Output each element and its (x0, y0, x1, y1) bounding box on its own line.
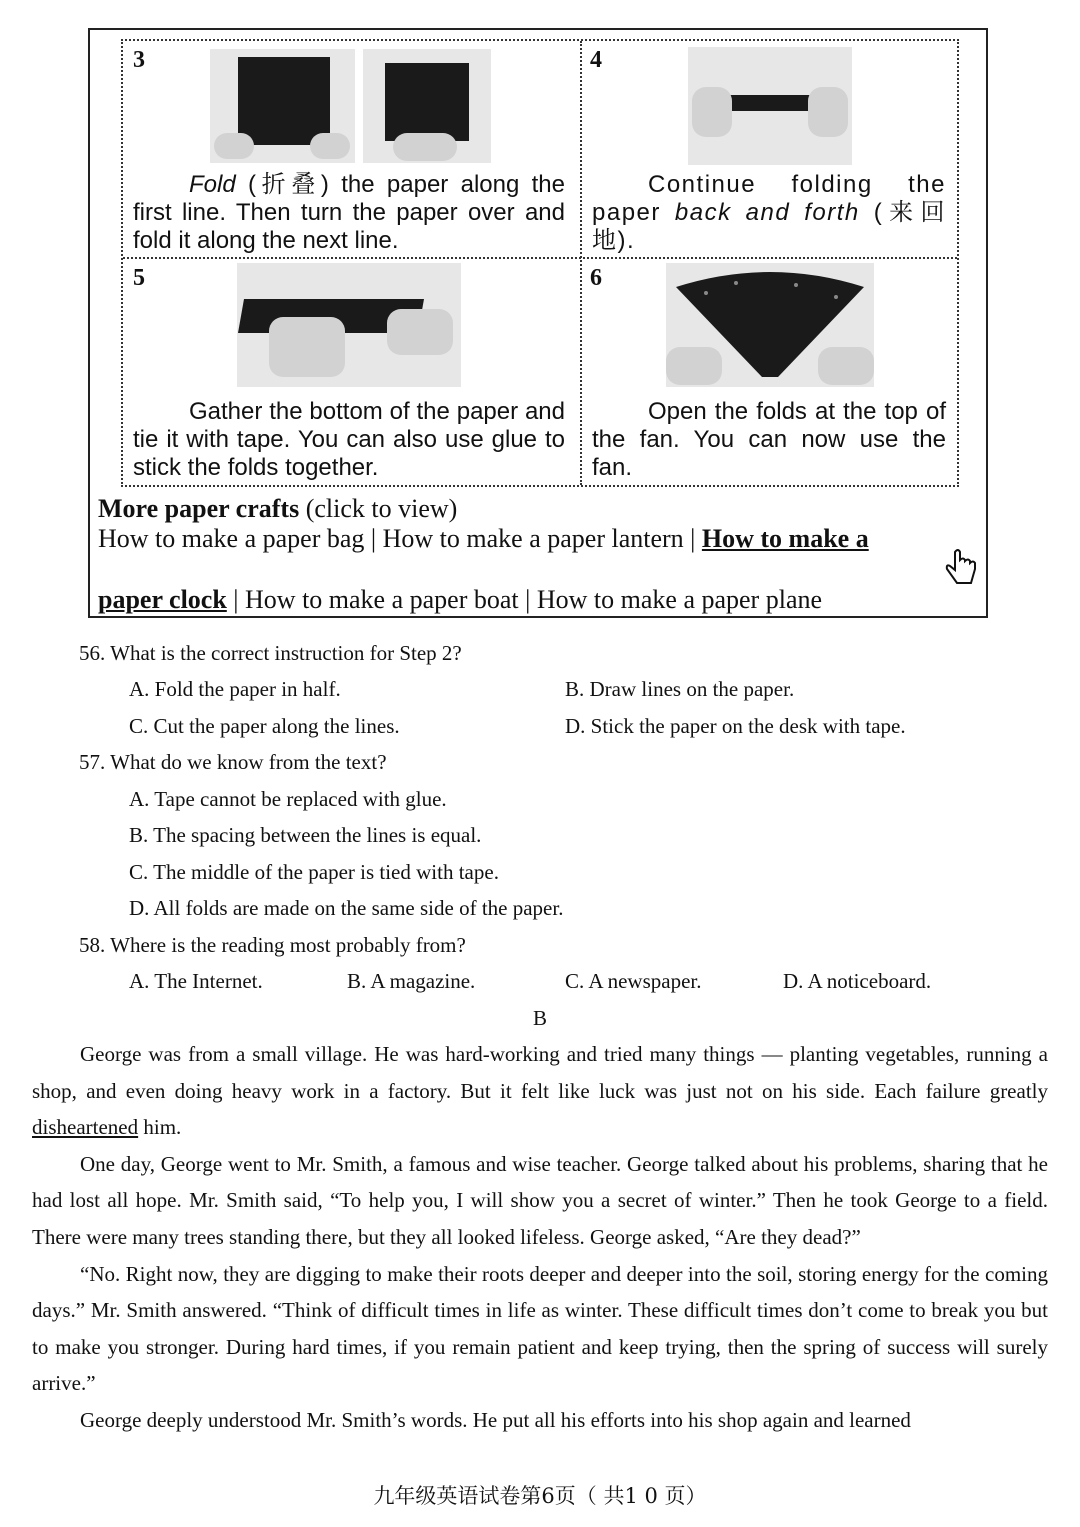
step-3-photo-right (363, 49, 491, 163)
step-4-photo (688, 47, 852, 165)
option: A. Tape cannot be replaced with glue. (129, 787, 447, 811)
step-5-photo (237, 263, 461, 387)
paragraph: “No. Right now, they are digging to make their roots deeper and deeper into the soil, storing energy for the coming days.” Mr. Smith answered. “Think of difficult times in life as winter. These difficult times don’t come to break you but to make you stronger. During hard times, if you remain patient and keep trying, then the spring of success will surely arrive.” (32, 1261, 1048, 1396)
step-4 (580, 41, 961, 257)
instruction-box (88, 28, 988, 618)
option: C. The middle of the paper is tied with tape. (129, 860, 499, 884)
paragraph: George deeply understood Mr. Smith’s words. He put all his efforts into his shop again and learned (80, 1407, 911, 1432)
step-6-photo (666, 263, 874, 387)
link-paper-lantern[interactable]: How to make a paper lantern (382, 524, 684, 553)
step-6-text: Open the folds at the top of the fan. You can now use the fan. (592, 398, 946, 481)
more-crafts-links-line2: paper clock | How to make a paper boat | How to make a paper plane (98, 585, 823, 614)
link-paper-boat[interactable]: How to make a paper boat (245, 585, 519, 614)
step-number: 4 (590, 47, 602, 73)
step-3 (123, 41, 580, 257)
link-paper-plane[interactable]: How to make a paper plane (536, 585, 823, 614)
paragraph: George was from a small village. He was hard-working and tried many things — planting vegetables, running a shop, and even doing heavy work in a factory. But it felt like luck was just not on his side. Each failure greatly disheartened him. (32, 1042, 1048, 1140)
more-crafts-title: More paper crafts (click to view) (98, 494, 458, 523)
option: A. The Internet. (129, 969, 263, 993)
passage-b (32, 1036, 1048, 1439)
option: D. A noticeboard. (783, 969, 932, 993)
more-crafts-links-line1: How to make a paper bag | How to make a paper lantern | How to make a (98, 524, 869, 553)
option: B. Draw lines on the paper. (565, 677, 795, 701)
steps-grid (121, 39, 959, 487)
option: B. The spacing between the lines is equal. (129, 823, 482, 847)
question-57: 57. What do we know from the text? (79, 750, 387, 774)
link-paper-clock-cont[interactable]: paper clock (98, 585, 227, 614)
step-number: 6 (590, 265, 602, 291)
step-5-text: Gather the bottom of the paper and tie it with tape. You can also use glue to stick the folds together. (133, 398, 565, 481)
step-5 (123, 257, 580, 489)
section-heading: B (532, 1006, 547, 1030)
step-number: 3 (133, 47, 145, 73)
option: A. Fold the paper in half. (129, 677, 341, 701)
link-paper-bag[interactable]: How to make a paper bag (98, 524, 365, 553)
option: D. Stick the paper on the desk with tape. (565, 714, 906, 738)
option: D. All folds are made on the same side of the paper. (129, 896, 564, 920)
question-58: 58. Where is the reading most probably from? (79, 933, 466, 957)
step-6 (580, 257, 961, 489)
option: C. Cut the paper along the lines. (129, 714, 400, 738)
step-4-text: Continue folding the paper back and forth (来回地). (592, 171, 946, 254)
step-number: 5 (133, 265, 145, 291)
step-3-text: Fold (折叠) the paper along the first line. Then turn the paper over and fold it along the next line. (133, 171, 565, 254)
underlined-word: disheartened (32, 1115, 139, 1140)
paragraph: One day, George went to Mr. Smith, a famous and wise teacher. George talked about his problems, sharing that he had lost all hope. Mr. Smith said, “To help you, I will show you a secret of winter.” Then he took George to a field. There were many trees standing there, but they all looked lifeless. George asked, “Are they dead?” (32, 1151, 1048, 1249)
option: C. A newspaper. (565, 969, 702, 993)
hand-cursor-icon (945, 548, 979, 588)
question-56: 56. What is the correct instruction for Step 2? (79, 641, 462, 665)
step-3-photo-left (210, 49, 355, 163)
option: B. A magazine. (347, 969, 476, 993)
link-paper-clock[interactable]: How to make a (701, 524, 869, 553)
page-footer: 九年级英语试卷第6页（ 共1 0 页） (373, 1484, 707, 1508)
